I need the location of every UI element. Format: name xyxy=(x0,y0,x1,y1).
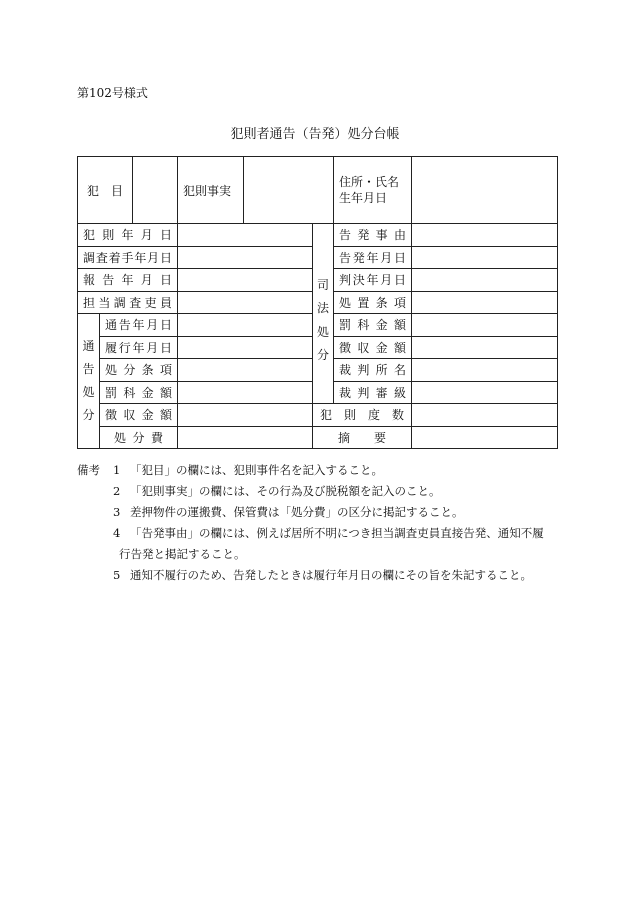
notice-date-cell xyxy=(178,314,313,337)
register-table xyxy=(77,156,558,449)
notice-fine-amount-label: 罰科金額 xyxy=(100,381,178,404)
court-name-label: 裁判所名 xyxy=(334,359,412,382)
court-name-cell xyxy=(412,359,558,382)
judgment-date-label: 判決年月日 xyxy=(334,269,412,292)
judicial-fine-amount-label: 罰科金額 xyxy=(334,314,412,337)
performance-date-label: 履行年月日 xyxy=(100,336,178,359)
list-item xyxy=(77,502,557,523)
list-item xyxy=(77,523,557,544)
document-title: 犯則者通告（告発）処分台帳 xyxy=(230,127,400,142)
list-item xyxy=(77,481,557,502)
violation-date-label: 犯則年月日 xyxy=(78,224,178,247)
violation-item-cell xyxy=(133,157,177,223)
notice-fine-amount-cell xyxy=(178,381,313,404)
address-name-birth-label: 住所・氏名生年月日 xyxy=(334,157,412,224)
disposition-cost-label: 処分費 xyxy=(100,426,178,449)
remarks-cell xyxy=(412,426,558,449)
address-name-birth-cell xyxy=(412,157,558,224)
note-number: 4 xyxy=(113,526,121,540)
notes-heading: 備考 xyxy=(77,463,100,477)
remarks-label: 摘 要 xyxy=(313,426,412,449)
note-continuation: 行告発と掲記すること。 xyxy=(119,547,246,561)
notice-collection-amount-label: 徴収金額 xyxy=(100,404,178,427)
list-item xyxy=(77,460,557,481)
violation-count-label: 犯 則 度 数 xyxy=(313,404,412,427)
disposition-cost-cell xyxy=(178,426,313,449)
judicial-collection-amount-cell xyxy=(412,336,558,359)
court-instance-label: 裁判審級 xyxy=(334,381,412,404)
notice-date-label: 通告年月日 xyxy=(100,314,178,337)
note-number: 2 xyxy=(113,484,121,498)
form-number: 第102号様式 xyxy=(77,86,148,100)
violation-count-cell xyxy=(412,404,558,427)
list-item xyxy=(77,565,557,586)
judicial-collection-amount-label: 徴収金額 xyxy=(334,336,412,359)
disposition-terms-cell xyxy=(412,291,558,314)
report-date-cell xyxy=(178,269,313,292)
report-date-label: 報告年月日 xyxy=(78,269,178,292)
judicial-group-label: 司法処分 xyxy=(313,224,334,404)
table-row xyxy=(78,426,558,449)
court-instance-cell xyxy=(412,381,558,404)
table-row xyxy=(78,224,558,247)
violation-item-label: 犯 目 xyxy=(78,157,133,223)
notice-group-label: 通告処分 xyxy=(78,314,100,449)
violation-facts-label: 犯則事実 xyxy=(178,157,244,223)
investigation-start-date-label: 調査着手年月日 xyxy=(78,246,178,269)
judicial-fine-amount-cell xyxy=(412,314,558,337)
notice-collection-amount-cell xyxy=(178,404,313,427)
table-row xyxy=(78,404,558,427)
disposition-article-label: 処分条項 xyxy=(100,359,178,382)
note-text: 「告発事由」の欄には、例えば居所不明につき担当調査吏員直接告発、通知不履 xyxy=(130,526,544,540)
note-text: 差押物件の運搬費、保管費は「処分費」の区分に掲記すること。 xyxy=(130,505,464,519)
header-row xyxy=(78,157,558,224)
note-text: 「犯目」の欄には、犯則事件名を記入すること。 xyxy=(130,463,383,477)
note-number: 3 xyxy=(113,505,121,519)
notes-section xyxy=(77,460,557,586)
note-text: 「犯則事実」の欄には、その行為及び脱税額を記入のこと。 xyxy=(130,484,441,498)
disposition-terms-label: 処置条項 xyxy=(334,291,412,314)
officer-in-charge-label: 担当調査吏員 xyxy=(78,291,178,314)
accusation-reason-cell xyxy=(412,224,558,247)
violation-facts-cell xyxy=(244,157,333,223)
note-number: 1 xyxy=(113,463,121,477)
note-number: 5 xyxy=(113,568,121,582)
accusation-date-cell xyxy=(412,246,558,269)
officer-in-charge-cell xyxy=(178,291,313,314)
disposition-article-cell xyxy=(178,359,313,382)
performance-date-cell xyxy=(178,336,313,359)
accusation-date-label: 告発年月日 xyxy=(334,246,412,269)
investigation-start-date-cell xyxy=(178,246,313,269)
judgment-date-cell xyxy=(412,269,558,292)
note-text: 通知不履行のため、告発したときは履行年月日の欄にその旨を朱記すること。 xyxy=(130,568,533,582)
violation-date-cell xyxy=(178,224,313,247)
accusation-reason-label: 告発事由 xyxy=(334,224,412,247)
